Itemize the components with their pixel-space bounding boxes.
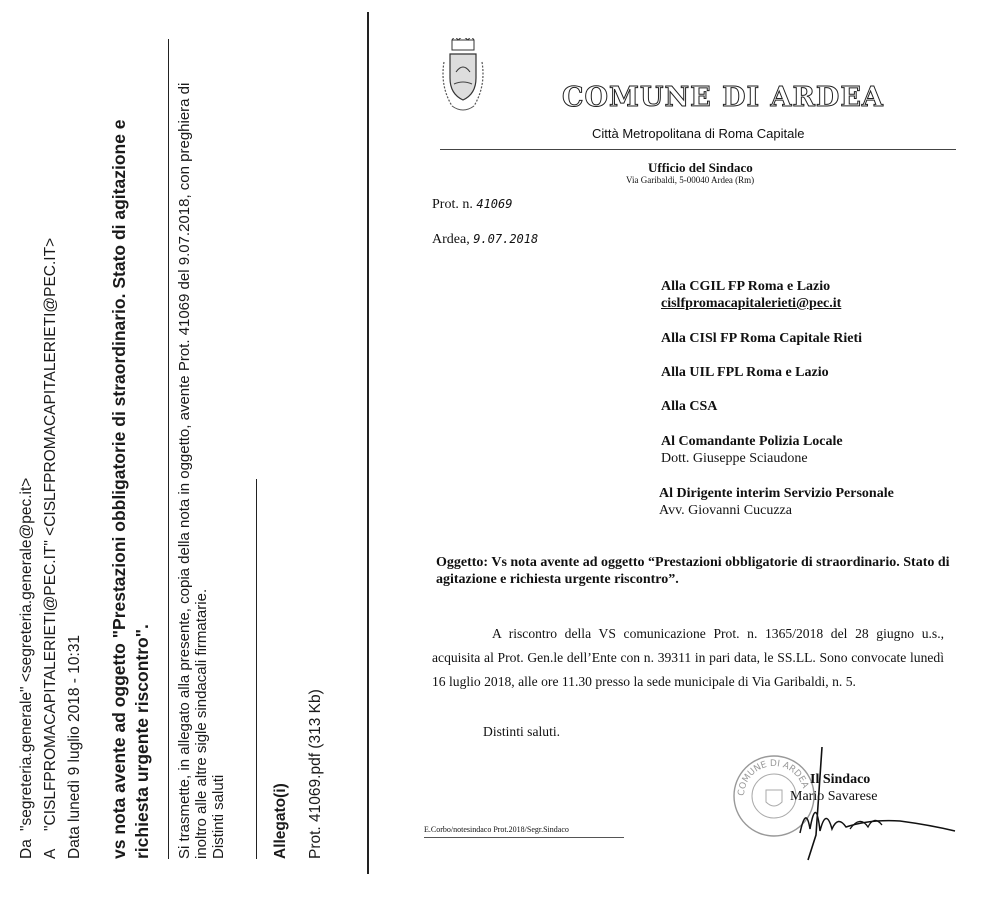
recipient-person: Avv. Giovanni Cucuzza — [659, 503, 792, 518]
email-from-row — [18, 478, 36, 859]
protocol-label: Prot. n. — [432, 197, 473, 212]
comune-title: COMUNE DI ARDEA — [562, 82, 884, 113]
attachment-link[interactable]: Prot. 41069.pdf (313 Kb) — [307, 689, 324, 859]
date-value: 9.07.2018 — [473, 232, 539, 246]
footer-reference: E.Corbo/notesindaco Prot.2018/Segr.Sindaco — [424, 825, 569, 834]
recipient-email-link[interactable]: cislfpromacapitalerieti@pec.it — [661, 296, 842, 311]
recipient-block — [661, 398, 717, 415]
email-closing: Distinti saluti — [210, 774, 227, 859]
email-separator-top — [168, 39, 169, 859]
email-subject: vs nota avente ad oggetto "Prestazioni obbligatorie di straordinario. Stato di agitazione e richiesta urgente riscontro". — [109, 119, 152, 859]
recipient-name: Al Dirigente interim Servizio Personale — [659, 486, 894, 501]
letter-subject: Oggetto: Vs nota avente ad oggetto “Prestazioni obbligatorie di straordinario. Stato di agitazione e richiesta urgente riscontro”. — [436, 555, 950, 587]
attachments-title: Allegato(i) — [272, 783, 289, 859]
email-printout — [0, 0, 368, 907]
signature-name: Mario Savarese — [790, 789, 878, 804]
footer-rule — [424, 837, 624, 838]
office-name: Ufficio del Sindaco — [648, 160, 753, 175]
protocol-line — [432, 197, 512, 213]
recipient-block — [659, 485, 894, 519]
email-to-label: A — [42, 848, 59, 859]
stamp-text: COMUNE DI ARDEA — [736, 758, 810, 797]
email-to: "CISLFPROMACAPITALERIETI@PEC.IT" <CISLFPROMACAPITALERIETI@PEC.IT> — [42, 237, 59, 831]
signature-title: Il Sindaco — [810, 772, 871, 787]
recipient-block — [661, 278, 841, 312]
email-printout-rotated — [0, 0, 368, 907]
city-metro-subtitle: Città Metropolitana di Roma Capitale — [592, 126, 805, 141]
header-rule — [440, 149, 956, 150]
recipient-person: Dott. Giuseppe Sciaudone — [661, 451, 808, 466]
letter-paragraph-text: A riscontro della VS comunicazione Prot. n. 1365/2018 del 28 giugno u.s., acquisita al Prot. Gen.le dell’Ente con n. 39311 in pari data, le SS.LL. Sono convocate lunedì 16 luglio 2018, alle ore 11.30 presso la sede municipale di Via Garibaldi, n. 5. — [432, 626, 944, 689]
email-body-text: Si trasmette, in allegato alla presente, copia della nota in oggetto, avente Prot. 41069 del 9.07.2018, con preghiera di inoltro alle altre sigle sindacali firmatarie. — [176, 82, 210, 859]
date-line — [432, 232, 538, 248]
recipient-block — [661, 330, 862, 347]
protocol-number: 41069 — [476, 197, 513, 211]
recipient-name: Alla CISl FP Roma Capitale Rieti — [661, 331, 863, 346]
letter-paragraph — [432, 622, 944, 694]
recipient-block — [661, 364, 829, 381]
recipient-name: Al Comandante Polizia Locale — [661, 434, 843, 449]
email-from: "segreteria.generale" <segreteria.generale@pec.it> — [18, 477, 35, 831]
coat-of-arms-icon — [438, 38, 488, 116]
email-from-label: Da — [18, 839, 35, 859]
office-address: Via Garibaldi, 5-00040 Ardea (Rm) — [626, 175, 755, 185]
recipient-name: Alla CSA — [661, 399, 718, 414]
handwritten-signature — [760, 745, 960, 865]
email-to-row — [42, 238, 60, 859]
date-label: Ardea, — [432, 232, 470, 247]
email-date: Data lunedì 9 luglio 2018 - 10:31 — [66, 634, 83, 859]
recipient-name: Alla UIL FPL Roma e Lazio — [661, 365, 829, 380]
email-body — [176, 69, 227, 859]
recipient-block — [661, 433, 843, 467]
recipient-name: Alla CGIL FP Roma e Lazio — [661, 279, 831, 294]
email-separator-bottom — [256, 479, 257, 859]
letter-closing: Distinti saluti. — [483, 724, 561, 739]
panel-divider — [367, 12, 369, 874]
